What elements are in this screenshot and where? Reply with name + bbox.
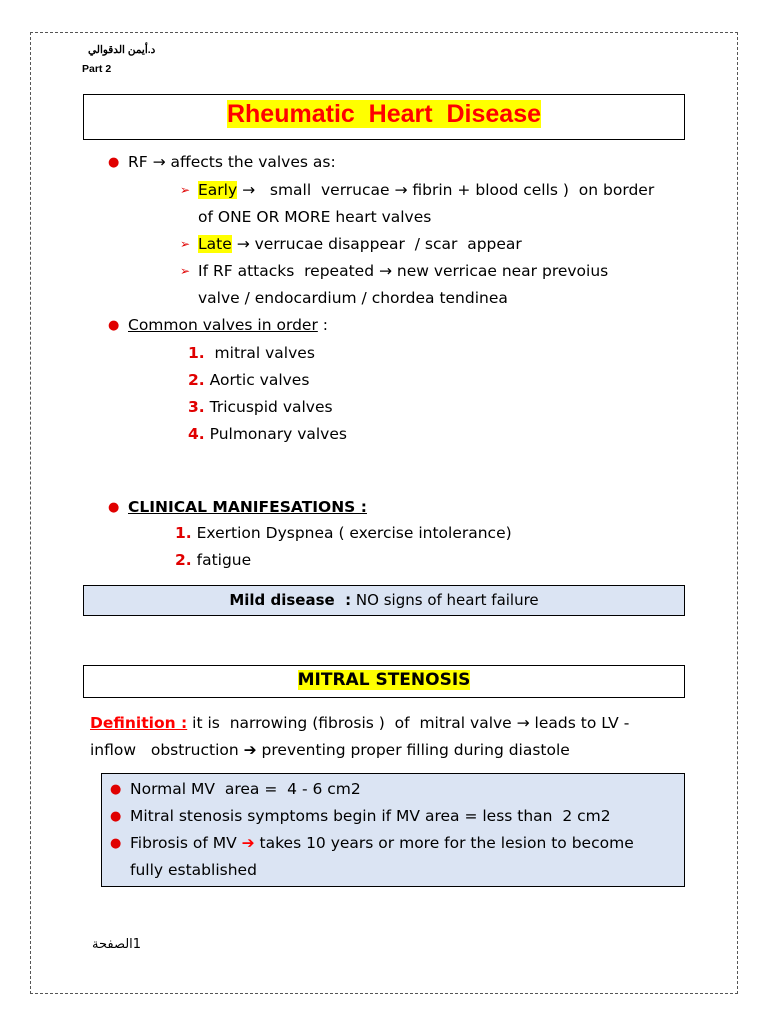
- bullet-icon: ●: [110, 782, 122, 797]
- definition-line-2: inflow obstruction ➔ preventing proper filling during diastole: [90, 741, 570, 759]
- page-number: 1الصفحة: [92, 937, 142, 952]
- arrow-bullet-icon: ➢: [180, 183, 191, 197]
- list-item: Normal MV area = 4 - 6 cm2: [130, 780, 361, 798]
- clinical-heading: CLINICAL MANIFESATIONS :: [128, 498, 367, 516]
- rf-repeat: If RF attacks repeated → new verricae near prevoius: [198, 262, 609, 280]
- list-item: Mitral stenosis symptoms begin if MV area = less than 2 cm2: [130, 807, 611, 825]
- title-box: [83, 94, 685, 140]
- rf-repeat-cont: valve / endocardium / chordea tendinea: [198, 289, 508, 307]
- list-item: 1. mitral valves: [188, 344, 315, 362]
- mitral-title: MITRAL STENOSIS: [297, 670, 471, 690]
- part-label: Part 2: [82, 63, 112, 75]
- rf-early: Early → small verrucae → fibrin + blood cells ) on border: [198, 181, 655, 199]
- rf-intro: RF → affects the valves as:: [128, 153, 336, 171]
- list-item: 2. fatigue: [175, 551, 252, 569]
- mild-disease-box: Mild disease : NO signs of heart failure: [83, 585, 685, 616]
- bullet-icon: ●: [110, 836, 122, 851]
- rf-late: Late → verrucae disappear / scar appear: [198, 235, 522, 253]
- list-item: 3. Tricuspid valves: [188, 398, 333, 416]
- bullet-icon: ●: [108, 500, 120, 515]
- list-item: 2. Aortic valves: [188, 371, 310, 389]
- page-title: Rheumatic Heart Disease: [226, 100, 542, 128]
- mitral-title-box: [83, 665, 685, 698]
- list-item: 1. Exertion Dyspnea ( exercise intolerance): [175, 524, 512, 542]
- author-name: د.أيمن الدقوالي: [88, 44, 156, 56]
- list-item-cont: fully established: [130, 861, 257, 879]
- rf-early-cont: of ONE OR MORE heart valves: [198, 208, 432, 226]
- arrow-bullet-icon: ➢: [180, 264, 191, 278]
- bullet-icon: ●: [108, 318, 120, 333]
- bullet-icon: ●: [110, 809, 122, 824]
- arrow-bullet-icon: ➢: [180, 237, 191, 251]
- list-item: 4. Pulmonary valves: [188, 425, 347, 443]
- bullet-icon: ●: [108, 155, 120, 170]
- list-item: Fibrosis of MV ➔ takes 10 years or more for the lesion to become: [130, 834, 634, 852]
- common-valves-heading: Common valves in order :: [128, 316, 328, 334]
- definition-line-1: Definition : it is narrowing (fibrosis ) of mitral valve → leads to LV -: [90, 714, 630, 732]
